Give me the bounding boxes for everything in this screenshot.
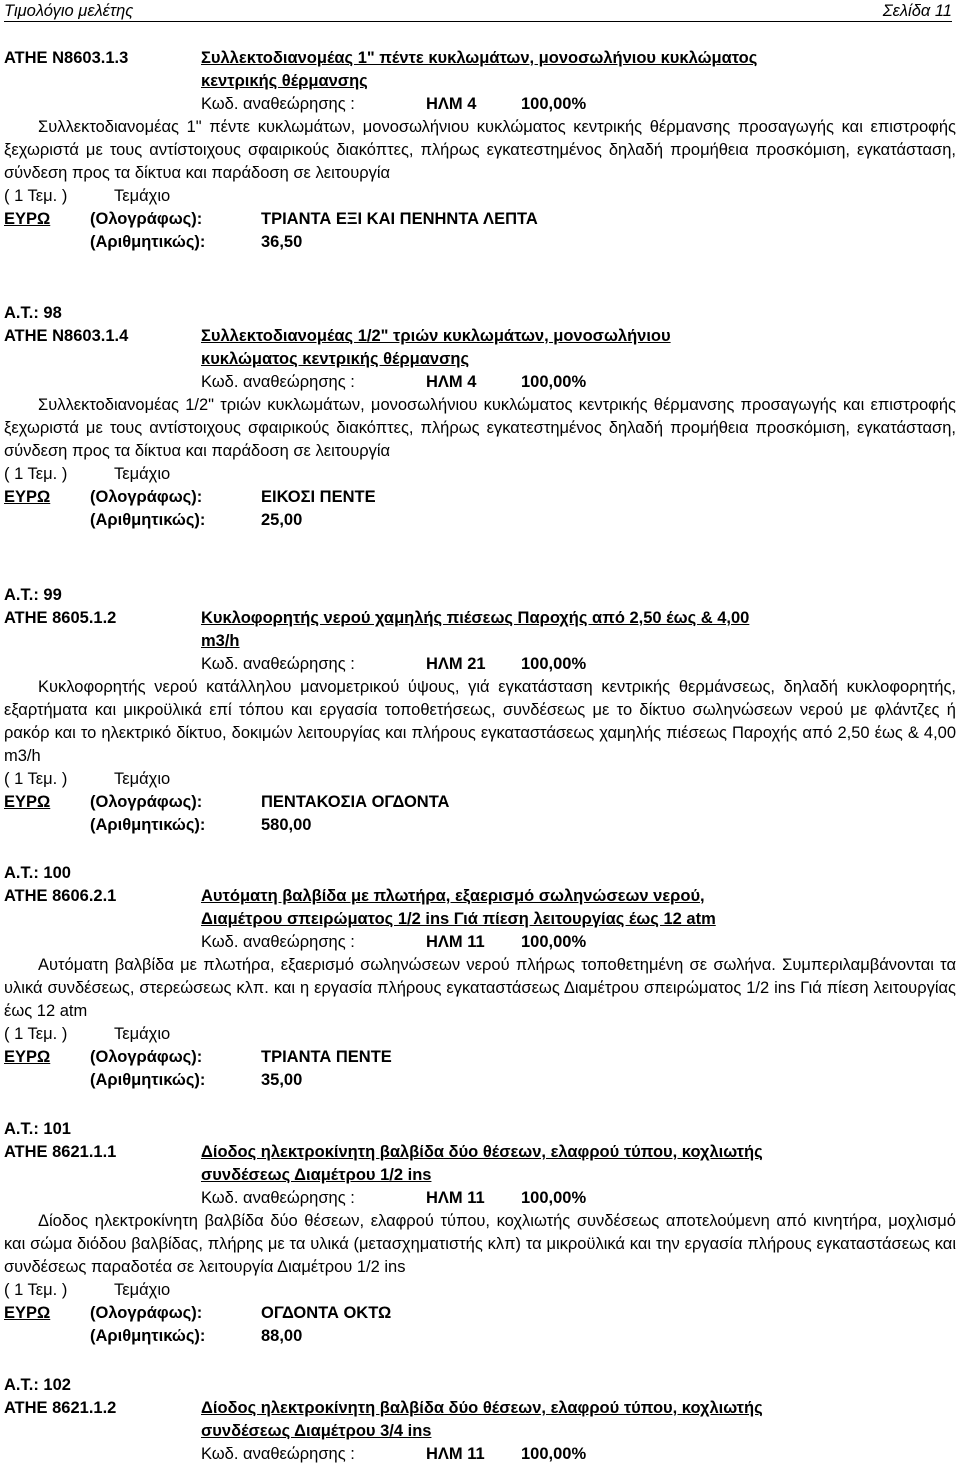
price-item — [4, 607, 956, 837]
price-words: ΠΕΝΤΑΚΟΣΙΑ ΟΓΔΟΝΤΑ — [261, 793, 450, 811]
revision-percent: 100,00% — [521, 1445, 587, 1463]
revision-percent: 100,00% — [521, 1189, 587, 1207]
price-words-row: ΕΥΡΩ (Ολογράφως): ΠΕΝΤΑΚΟΣΙΑ ΟΓΔΟΝΤΑ — [4, 793, 450, 811]
item-title-line: κεντρικής θέρμανσης — [201, 72, 368, 90]
revision-row: Κωδ. αναθεώρησης : ΗΛΜ 4 100,00% — [201, 371, 956, 394]
article-number: Α.Τ.: 99 — [4, 586, 62, 604]
document-title: Τιμολόγιο μελέτης — [4, 2, 134, 20]
price-item — [4, 1141, 956, 1348]
revision-code: ΗΛΜ 21 — [426, 655, 486, 673]
price-number-row: (Αριθμητικώς): 580,00 — [90, 816, 312, 834]
revision-row: Κωδ. αναθεώρησης : ΗΛΜ 11 100,00% — [201, 1187, 956, 1210]
article-number: Α.Τ.: 98 — [4, 304, 62, 322]
item-description: Κυκλοφορητής νερού κατάλληλου μανομετρικού ύψους, γιά εγκατάσταση κεντρικής θερμάνσεως, δηλαδή κυκλοφορητής, εξαρτήματα και μικροϋλικά επί τόπου και εργασία τοποθετήσεως, συνδέσεως με το δίκτυο σωληνώσεων νερού με φλάντζες ή ρακόρ και το ηλεκτρικό δίκτυο, δοκιμών λειτουργίας και πλήρους εγκαταστάσεως χαμηλής πιέσεως Παροχής από 2,50 έως & 4,00 m3/h — [4, 678, 956, 765]
item-code: ΑΤΗΕ 8621.1.1 — [4, 1143, 117, 1161]
price-item — [4, 1397, 956, 1466]
price-number-row: (Αριθμητικώς): 35,00 — [90, 1071, 303, 1089]
revision-code: ΗΛΜ 11 — [426, 1189, 485, 1207]
price-number-row: (Αριθμητικώς): 25,00 — [90, 511, 303, 529]
price-words: ΟΓΔΟΝΤΑ ΟΚΤΩ — [261, 1304, 392, 1322]
item-title-line: Δίοδος ηλεκτροκίνητη βαλβίδα δύο θέσεων, ελαφρού τύπου, κοχλιωτής — [201, 1143, 763, 1161]
unit-row: ( 1 Τεμ. ) Τεμάχιο — [4, 770, 171, 788]
page-number: Σελίδα 11 — [882, 2, 952, 20]
price-number: 580,00 — [261, 816, 312, 834]
price-words: ΤΡΙΑΝΤΑ ΠΕΝΤΕ — [261, 1048, 392, 1066]
page-header — [4, 0, 952, 22]
revision-code: ΗΛΜ 4 — [426, 373, 477, 391]
price-words-row: ΕΥΡΩ (Ολογράφως): ΕΙΚΟΣΙ ΠΕΝΤΕ — [4, 488, 376, 506]
item-description: Δίοδος ηλεκτροκίνητη βαλβίδα δύο θέσεων, ελαφρού τύπου, κοχλιωτής συνδέσεως αποτελούμενη από κινητήρα, μοχλισμό και σώμα διόδου βαλβίδας, πλήρης με τα υλικά (μετασχηματιστής κλπ) τα μικροϋλικά και την εργασία πλήρους εγκαταστάσεως και συνδέσεως παραδοτέα σε λειτουργία Διαμέτρου 1/2 ins — [4, 1212, 956, 1276]
item-title-line: συνδέσεως Διαμέτρου 3/4 ins — [201, 1422, 432, 1440]
item-title-line: Διαμέτρου σπειρώματος 1/2 ins Γιά πίεση λειτουργίας έως 12 atm — [201, 910, 716, 928]
price-number: 36,50 — [261, 233, 303, 251]
article-number: Α.Τ.: 101 — [4, 1120, 71, 1138]
item-code: ΑΤΗΕ Ν8603.1.4 — [4, 327, 129, 345]
article-number: Α.Τ.: 102 — [4, 1376, 71, 1394]
unit-row: ( 1 Τεμ. ) Τεμάχιο — [4, 1281, 171, 1299]
item-description: Αυτόματη βαλβίδα με πλωτήρα, εξαερισμό σωληνώσεων νερού πλήρως τοποθετημένη σε σωλήνα. Συμπεριλαμβάνονται τα υλικά συνδέσεως, στερεώσεως κλπ. και η εργασία πλήρους εγκαταστάσεως Διαμέτρου σπειρώματος 1/2 ins Γιά πίεση λειτουργίας έως 12 atm — [4, 956, 956, 1020]
header-divider — [4, 21, 952, 22]
revision-code: ΗΛΜ 11 — [426, 1445, 485, 1463]
price-number-row: (Αριθμητικώς): 36,50 — [90, 233, 303, 251]
price-item — [4, 885, 956, 1092]
item-title-line: m3/h — [201, 632, 240, 650]
price-number-row: (Αριθμητικώς): 88,00 — [90, 1327, 303, 1345]
price-number: 88,00 — [261, 1327, 303, 1345]
unit-row: ( 1 Τεμ. ) Τεμάχιο — [4, 1025, 171, 1043]
revision-percent: 100,00% — [521, 655, 587, 673]
item-title-line: Συλλεκτοδιανομέας 1" πέντε κυκλωμάτων, μονοσωλήνιου κυκλώματος — [201, 49, 758, 67]
revision-code: ΗΛΜ 4 — [426, 95, 477, 113]
price-words-row: ΕΥΡΩ (Ολογράφως): ΟΓΔΟΝΤΑ ΟΚΤΩ — [4, 1304, 392, 1322]
price-words-row: ΕΥΡΩ (Ολογράφως): ΤΡΙΑΝΤΑ ΕΞΙ ΚΑΙ ΠΕΝΗΝΤΑ ΛΕΠΤΑ — [4, 210, 538, 228]
unit-row: ( 1 Τεμ. ) Τεμάχιο — [4, 187, 171, 205]
revision-percent: 100,00% — [521, 373, 587, 391]
price-words-row: ΕΥΡΩ (Ολογράφως): ΤΡΙΑΝΤΑ ΠΕΝΤΕ — [4, 1048, 392, 1066]
price-number: 25,00 — [261, 511, 303, 529]
item-title-line: Δίοδος ηλεκτροκίνητη βαλβίδα δύο θέσεων, ελαφρού τύπου, κοχλιωτής — [201, 1399, 763, 1417]
price-item — [4, 325, 956, 532]
revision-percent: 100,00% — [521, 95, 587, 113]
item-description: Συλλεκτοδιανομέας 1/2" τριών κυκλωμάτων, μονοσωλήνιου κυκλώματος κεντρικής θέρμανσης προσαγωγής και επιστροφής ξεχωριστά με τους αντίστοιχους σφαιρικούς διακόπτες, πλήρως εγκατεστημένος δηλαδή προμήθεια προσκόμιση, εγκατάσταση, σύνδεση προς τα δίκτυα και παράδοση σε λειτουργία — [4, 396, 956, 460]
item-code: ΑΤΗΕ Ν8603.1.3 — [4, 49, 129, 67]
price-item — [4, 47, 956, 254]
price-words: ΕΙΚΟΣΙ ΠΕΝΤΕ — [261, 488, 376, 506]
item-code: ΑΤΗΕ 8621.1.2 — [4, 1399, 117, 1417]
item-title-line: Αυτόματη βαλβίδα με πλωτήρα, εξαερισμό σωληνώσεων νερού, — [201, 887, 705, 905]
item-description: Συλλεκτοδιανομέας 1" πέντε κυκλωμάτων, μονοσωλήνιου κυκλώματος κεντρικής θέρμανσης προσαγωγής και επιστροφής ξεχωριστά με τους αντίστοιχους σφαιρικούς διακόπτες, πλήρως εγκατεστημένος δηλαδή προμήθεια προσκόμιση, εγκατάσταση, σύνδεση προς τα δίκτυα και παράδοση σε λειτουργία — [4, 118, 956, 182]
revision-row: Κωδ. αναθεώρησης : ΗΛΜ 4 100,00% — [201, 93, 956, 116]
item-title-line: Κυκλοφορητής νερού χαμηλής πιέσεως Παροχής από 2,50 έως & 4,00 — [201, 609, 750, 627]
price-number: 35,00 — [261, 1071, 303, 1089]
item-code: ΑΤΗΕ 8605.1.2 — [4, 609, 117, 627]
item-code: ΑΤΗΕ 8606.2.1 — [4, 887, 117, 905]
unit-row: ( 1 Τεμ. ) Τεμάχιο — [4, 465, 171, 483]
revision-percent: 100,00% — [521, 933, 587, 951]
item-title-line: συνδέσεως Διαμέτρου 1/2 ins — [201, 1166, 432, 1184]
revision-row: Κωδ. αναθεώρησης : ΗΛΜ 11 100,00% — [201, 1443, 956, 1466]
price-words: ΤΡΙΑΝΤΑ ΕΞΙ ΚΑΙ ΠΕΝΗΝΤΑ ΛΕΠΤΑ — [261, 210, 538, 228]
revision-code: ΗΛΜ 11 — [426, 933, 485, 951]
article-number: Α.Τ.: 100 — [4, 864, 71, 882]
revision-row: Κωδ. αναθεώρησης : ΗΛΜ 21 100,00% — [201, 653, 956, 676]
revision-row: Κωδ. αναθεώρησης : ΗΛΜ 11 100,00% — [201, 931, 956, 954]
item-title-line: κυκλώματος κεντρικής θέρμανσης — [201, 350, 470, 368]
item-title-line: Συλλεκτοδιανομέας 1/2" τριών κυκλωμάτων, μονοσωλήνιου — [201, 327, 671, 345]
